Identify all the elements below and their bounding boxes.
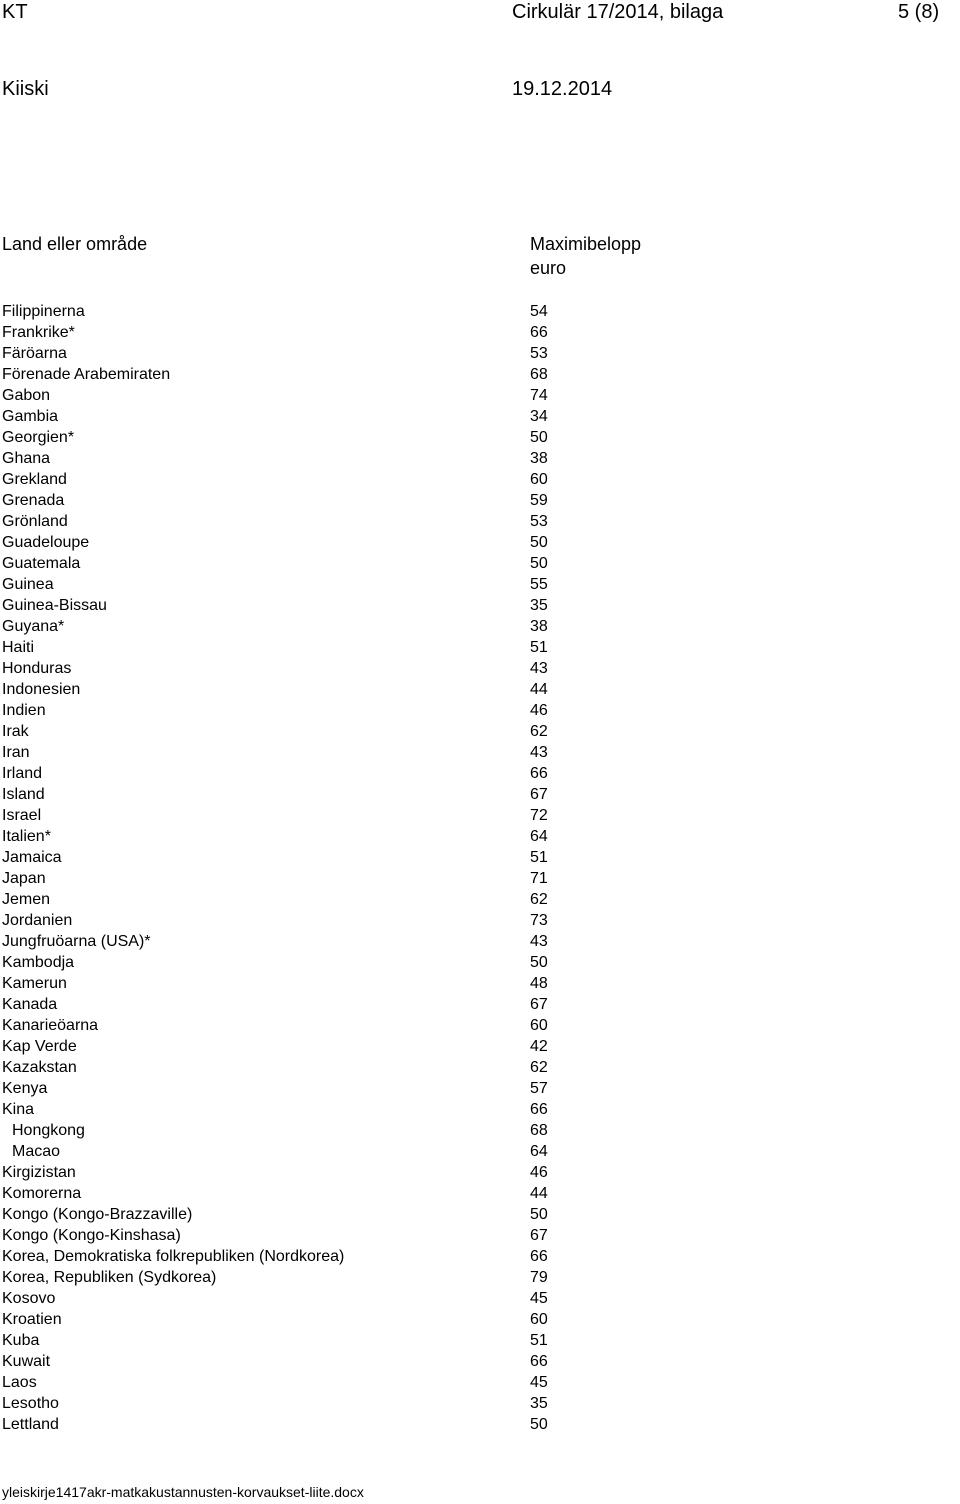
- max-amount: 46: [530, 1164, 548, 1181]
- max-amount: 62: [530, 1059, 548, 1076]
- max-amount: 50: [530, 1416, 548, 1433]
- max-amount: 74: [530, 387, 548, 404]
- table-row: [0, 322, 960, 343]
- country-name: Guatemala: [2, 555, 81, 572]
- table-row: [0, 574, 960, 595]
- country-name: Macao: [12, 1143, 61, 1160]
- table-row: [0, 952, 960, 973]
- country-name: Haiti: [2, 639, 35, 656]
- header-org: KT: [2, 1, 28, 23]
- country-name: Kenya: [2, 1080, 48, 1097]
- header-author: Kiiski: [2, 78, 49, 100]
- country-name: Laos: [2, 1374, 37, 1391]
- country-name: Guinea: [2, 576, 54, 593]
- country-name: Indien: [2, 702, 46, 719]
- table-row: [0, 448, 960, 469]
- max-amount: 42: [530, 1038, 548, 1055]
- country-name: Japan: [2, 870, 46, 887]
- max-amount: 50: [530, 954, 548, 971]
- country-name: Gambia: [2, 408, 59, 425]
- country-name: Hongkong: [12, 1122, 85, 1139]
- table-row: [0, 511, 960, 532]
- table-row: [0, 1141, 960, 1162]
- country-name: Korea, Republiken (Sydkorea): [2, 1269, 217, 1286]
- max-amount: 54: [530, 303, 548, 320]
- max-amount: 60: [530, 1017, 548, 1034]
- table-row: [0, 1393, 960, 1414]
- max-amount: 68: [530, 1122, 548, 1139]
- table-row: [0, 553, 960, 574]
- country-name: Guyana*: [2, 618, 65, 635]
- table-row: [0, 1204, 960, 1225]
- max-amount: 45: [530, 1290, 548, 1307]
- country-name: Jemen: [2, 891, 51, 908]
- country-name: Kazakstan: [2, 1059, 77, 1076]
- table-row: [0, 1246, 960, 1267]
- country-name: Jordanien: [2, 912, 73, 929]
- max-amount: 72: [530, 807, 548, 824]
- table-row: [0, 931, 960, 952]
- table-row: [0, 868, 960, 889]
- max-amount: 44: [530, 1185, 548, 1202]
- country-name: Kosovo: [2, 1290, 56, 1307]
- table-row: [0, 469, 960, 490]
- max-amount: 57: [530, 1080, 548, 1097]
- country-name: Irland: [2, 765, 43, 782]
- max-amount: 66: [530, 1353, 548, 1370]
- max-amount: 38: [530, 450, 548, 467]
- table-row: [0, 385, 960, 406]
- max-amount: 50: [530, 1206, 548, 1223]
- max-amount: 66: [530, 324, 548, 341]
- max-amount: 51: [530, 1332, 548, 1349]
- max-amount: 60: [530, 471, 548, 488]
- max-amount: 64: [530, 828, 548, 845]
- country-name: Kuwait: [2, 1353, 51, 1370]
- country-name: Filippinerna: [2, 303, 85, 320]
- country-name: Kirgizistan: [2, 1164, 76, 1181]
- max-amount: 59: [530, 492, 548, 509]
- table-row: [0, 1183, 960, 1204]
- table-row: [0, 1351, 960, 1372]
- country-name: Iran: [2, 744, 30, 761]
- max-amount: 50: [530, 534, 548, 551]
- table-row: [0, 364, 960, 385]
- table-row: [0, 889, 960, 910]
- country-name: Gabon: [2, 387, 51, 404]
- header-circular-title: Cirkulär 17/2014, bilaga: [512, 1, 724, 23]
- max-amount: 35: [530, 1395, 548, 1412]
- table-row: [0, 1036, 960, 1057]
- max-amount: 62: [530, 891, 548, 908]
- max-amount: 34: [530, 408, 548, 425]
- table-row: [0, 1099, 960, 1120]
- header-date: 19.12.2014: [512, 78, 613, 100]
- max-amount: 43: [530, 744, 548, 761]
- table-row: [0, 1309, 960, 1330]
- table-row: [0, 973, 960, 994]
- max-amount: 51: [530, 639, 548, 656]
- country-name: Kina: [2, 1101, 35, 1118]
- country-name: Kambodja: [2, 954, 75, 971]
- max-amount: 79: [530, 1269, 548, 1286]
- country-name: Kanada: [2, 996, 58, 1013]
- max-amount: 66: [530, 1101, 548, 1118]
- table-row: [0, 1057, 960, 1078]
- allowance-table: [0, 301, 960, 1435]
- max-amount: 67: [530, 996, 548, 1013]
- column-header-country: Land eller område: [2, 234, 148, 254]
- max-amount: 66: [530, 1248, 548, 1265]
- table-row: [0, 427, 960, 448]
- table-row: [0, 742, 960, 763]
- table-row: [0, 301, 960, 322]
- table-row: [0, 1288, 960, 1309]
- table-row: [0, 784, 960, 805]
- max-amount: 73: [530, 912, 548, 929]
- max-amount: 71: [530, 870, 548, 887]
- max-amount: 64: [530, 1143, 548, 1160]
- country-name: Italien*: [2, 828, 51, 845]
- table-row: [0, 1225, 960, 1246]
- country-name: Honduras: [2, 660, 72, 677]
- max-amount: 50: [530, 555, 548, 572]
- country-name: Förenade Arabemiraten: [2, 366, 171, 383]
- country-name: Kanarieöarna: [2, 1017, 99, 1034]
- country-name: Frankrike*: [2, 324, 75, 341]
- country-name: Färöarna: [2, 345, 67, 362]
- table-row: [0, 1267, 960, 1288]
- country-name: Jamaica: [2, 849, 62, 866]
- country-name: Kuba: [2, 1332, 40, 1349]
- max-amount: 43: [530, 933, 548, 950]
- footer-filename: yleiskirje1417akr-matkakustannusten-korvaukset-liite.docx: [2, 1484, 364, 1500]
- table-row: [0, 805, 960, 826]
- max-amount: 45: [530, 1374, 548, 1391]
- max-amount: 46: [530, 702, 548, 719]
- table-row: [0, 994, 960, 1015]
- table-row: [0, 1162, 960, 1183]
- table-row: [0, 763, 960, 784]
- max-amount: 67: [530, 786, 548, 803]
- country-name: Kongo (Kongo-Kinshasa): [2, 1227, 181, 1244]
- table-row: [0, 910, 960, 931]
- country-name: Komorerna: [2, 1185, 82, 1202]
- country-name: Guadeloupe: [2, 534, 90, 551]
- table-row: [0, 1372, 960, 1393]
- country-name: Kamerun: [2, 975, 67, 992]
- max-amount: 35: [530, 597, 548, 614]
- country-name: Korea, Demokratiska folkrepubliken (Nordkorea): [2, 1248, 345, 1265]
- table-row: [0, 343, 960, 364]
- country-name: Grekland: [2, 471, 67, 488]
- country-name: Lettland: [2, 1416, 59, 1433]
- table-row: [0, 1015, 960, 1036]
- country-name: Kongo (Kongo-Brazzaville): [2, 1206, 193, 1223]
- country-name: Kroatien: [2, 1311, 62, 1328]
- max-amount: 68: [530, 366, 548, 383]
- country-name: Irak: [2, 723, 29, 740]
- max-amount: 62: [530, 723, 548, 740]
- max-amount: 66: [530, 765, 548, 782]
- max-amount: 67: [530, 1227, 548, 1244]
- table-row: [0, 658, 960, 679]
- table-row: [0, 595, 960, 616]
- max-amount: 53: [530, 345, 548, 362]
- column-header-amount: Maximibelopp: [530, 234, 642, 254]
- table-row: [0, 847, 960, 868]
- country-name: Lesotho: [2, 1395, 59, 1412]
- header-page-number: 5 (8): [898, 1, 940, 23]
- table-row: [0, 826, 960, 847]
- column-header-unit: euro: [530, 258, 567, 278]
- table-row: [0, 1078, 960, 1099]
- max-amount: 50: [530, 429, 548, 446]
- max-amount: 53: [530, 513, 548, 530]
- table-row: [0, 700, 960, 721]
- table-row: [0, 616, 960, 637]
- country-name: Indonesien: [2, 681, 81, 698]
- country-name: Israel: [2, 807, 42, 824]
- country-name: Island: [2, 786, 45, 803]
- max-amount: 43: [530, 660, 548, 677]
- max-amount: 48: [530, 975, 548, 992]
- country-name: Grönland: [2, 513, 68, 530]
- country-name: Guinea-Bissau: [2, 597, 107, 614]
- max-amount: 44: [530, 681, 548, 698]
- country-name: Georgien*: [2, 429, 75, 446]
- table-row: [0, 721, 960, 742]
- table-row: [0, 1330, 960, 1351]
- table-row: [0, 1414, 960, 1435]
- table-row: [0, 679, 960, 700]
- table-row: [0, 1120, 960, 1141]
- table-row: [0, 637, 960, 658]
- country-name: Grenada: [2, 492, 65, 509]
- table-row: [0, 532, 960, 553]
- table-row: [0, 490, 960, 511]
- country-name: Jungfruöarna (USA)*: [2, 933, 151, 950]
- country-name: Ghana: [2, 450, 51, 467]
- max-amount: 60: [530, 1311, 548, 1328]
- max-amount: 38: [530, 618, 548, 635]
- max-amount: 55: [530, 576, 548, 593]
- max-amount: 51: [530, 849, 548, 866]
- country-name: Kap Verde: [2, 1038, 77, 1055]
- table-row: [0, 406, 960, 427]
